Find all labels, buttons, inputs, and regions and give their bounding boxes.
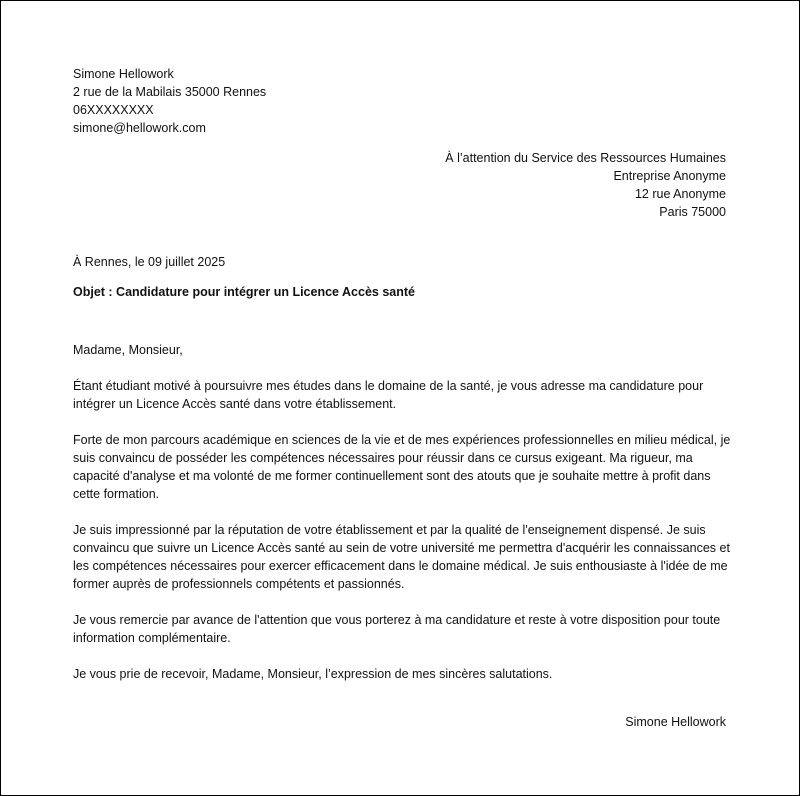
letter-date: À Rennes, le 09 juillet 2025: [73, 255, 226, 269]
recipient-block: [306, 149, 726, 221]
letter-body: [73, 341, 731, 701]
body-paragraph: Forte de mon parcours académique en sciences de la vie et de mes expériences professionnelles en milieu médical, je suis convaincu de posséder les compétences nécessaires pour réussir dans ce cursus exigeant. Ma rigueur, ma capacité d'analyse et ma volonté de me former continuellement sont des atouts que je souhaite mettre à profit dans cette formation.: [73, 433, 731, 501]
body-paragraph: Étant étudiant motivé à poursuivre mes études dans le domaine de la santé, je vous adresse ma candidature pour intégrer un Licence Accès santé dans votre établissement.: [73, 379, 704, 411]
recipient-street: 12 rue Anonyme: [634, 187, 726, 201]
closing-paragraph: Je vous prie de recevoir, Madame, Monsieur, l’expression de mes sincères salutations.: [73, 667, 553, 681]
sender-block: [73, 65, 473, 137]
body-paragraph: Je suis impressionné par la réputation de votre établissement et par la qualité de l'enseignement dispensé. Je suis convaincu que suivre un Licence Accès santé au sein de votre université me permettra d'acquérir les connaissances et les compétences nécessaires pour exercer efficacement dans le domaine médical. Je suis enthousiaste à l'idée de me former auprès de professionnels compétents et passionnés.: [73, 523, 730, 591]
letter-subject: Objet : Candidature pour intégrer un Licence Accès santé: [73, 285, 415, 299]
recipient-attention: À l’attention du Service des Ressources Humaines: [445, 151, 726, 165]
signature: Simone Hellowork: [625, 715, 726, 729]
sender-phone: 06XXXXXXXX: [73, 103, 154, 117]
sender-name: Simone Hellowork: [73, 67, 174, 81]
salutation: Madame, Monsieur,: [73, 343, 183, 357]
body-paragraph: Je vous remercie par avance de l'attention que vous porterez à ma candidature et reste à votre disposition pour toute information complémentaire.: [73, 613, 721, 645]
recipient-city: Paris 75000: [659, 205, 726, 219]
sender-email: simone@hellowork.com: [73, 121, 206, 135]
sender-address: 2 rue de la Mabilais 35000 Rennes: [73, 85, 267, 99]
recipient-company: Entreprise Anonyme: [613, 169, 726, 183]
